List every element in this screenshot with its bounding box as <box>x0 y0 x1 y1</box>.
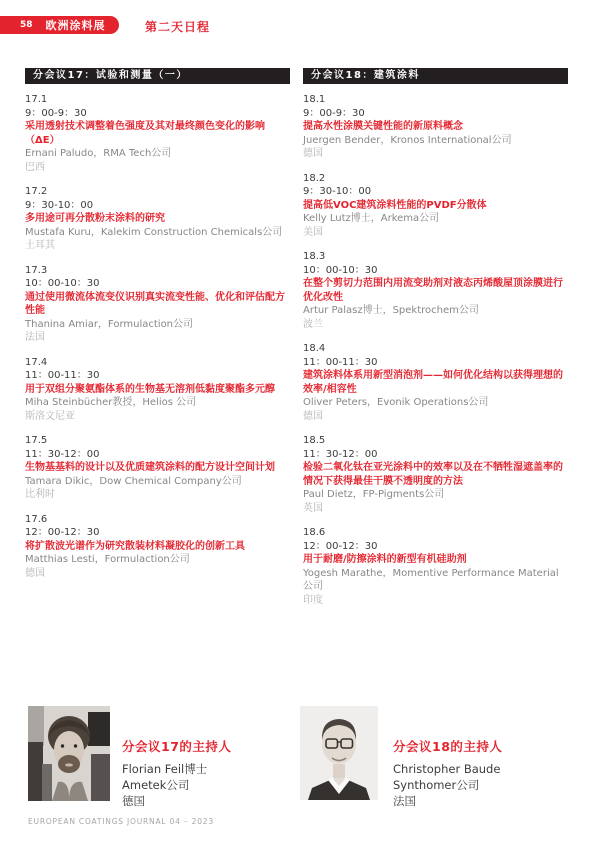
session-18-header: 分会议18：建筑涂料 <box>303 68 568 84</box>
item-time: 11：00-11：30 <box>303 356 378 368</box>
moderator-18-info <box>393 737 502 809</box>
session-18-items <box>303 93 568 607</box>
item-number: 17.6 <box>25 513 48 525</box>
item-country: 德国 <box>303 148 323 159</box>
item-speaker: Artur Palasz博士，Spektrochem公司 <box>303 305 479 316</box>
item-number: 18.3 <box>303 251 326 262</box>
page-badge <box>0 16 119 34</box>
program-item <box>303 172 568 240</box>
program-item <box>303 434 568 515</box>
program-item <box>25 264 290 345</box>
item-speaker: Tamara Dikic，Dow Chemical Company公司 <box>25 475 242 487</box>
item-title: 提高低VOC建筑涂料性能的PVDF分散体 <box>303 199 487 211</box>
program-item <box>25 356 290 424</box>
session-18-column <box>303 68 568 618</box>
journal-footer: EUROPEAN COATINGS JOURNAL 04 – 2023 <box>28 817 214 826</box>
item-time: 12：00-12：30 <box>303 540 378 552</box>
item-title: 通过使用微流体流变仪识别真实流变性能、优化和评估配方性能 <box>25 291 285 316</box>
program-item <box>25 434 290 502</box>
item-title: 多用途可再分散粉末涂料的研究 <box>25 213 165 224</box>
item-title: 建筑涂料体系用新型消泡剂——如何优化结构以获得理想的效率/相容性 <box>303 370 563 395</box>
item-time: 9：00-9：30 <box>25 107 87 119</box>
item-speaker: Ernani Paludo，RMA Tech公司 <box>25 148 172 159</box>
session-17-header: 分会议17：试验和测量（一） <box>25 68 290 84</box>
item-title: 采用透射技术调整着色强度及其对最终颜色变化的影响（ΔE） <box>25 121 265 146</box>
item-time: 11：30-12：00 <box>25 448 100 460</box>
program-item <box>303 93 568 161</box>
item-country: 斯洛文尼亚 <box>25 410 75 422</box>
item-title: 生物基基料的设计以及优质建筑涂料的配方设计空间计划 <box>25 462 275 473</box>
item-speaker: Thanina Amiar，Formulaction公司 <box>25 318 194 330</box>
item-number: 17.2 <box>25 186 48 197</box>
moderator-18-company: Synthomer公司 <box>393 778 480 792</box>
item-country: 美国 <box>303 226 323 238</box>
item-speaker: Matthias Lesti，Formulaction公司 <box>25 554 190 565</box>
item-number: 18.6 <box>303 527 326 538</box>
item-time: 10：00-10：30 <box>303 264 378 276</box>
moderator-18-country: 法国 <box>393 794 416 808</box>
item-number: 17.5 <box>25 435 48 446</box>
item-speaker: Paul Dietz，FP-Pigments公司 <box>303 489 445 500</box>
moderator-17-country: 德国 <box>122 794 145 808</box>
moderator-17-name: Florian Feil博士 <box>122 762 208 776</box>
item-time: 9：00-9：30 <box>303 107 365 119</box>
item-time: 9：30-10：00 <box>25 199 94 211</box>
item-country: 土耳其 <box>25 240 55 251</box>
item-country: 法国 <box>25 332 45 343</box>
item-speaker: Oliver Peters，Evonik Operations公司 <box>303 397 489 408</box>
page-number: 58 <box>20 20 33 30</box>
program-item <box>25 185 290 253</box>
moderator-17-photo <box>28 706 110 801</box>
item-country: 巴西 <box>25 161 45 173</box>
program-item <box>303 526 568 607</box>
item-number: 18.2 <box>303 172 326 184</box>
item-speaker: Miha Steinbücher教授，Helios 公司 <box>25 397 197 408</box>
program-item <box>25 513 290 581</box>
section-label: 欧洲涂料展 <box>45 19 106 32</box>
session-17-column <box>25 68 290 591</box>
item-speaker: Kelly Lutz博士，Arkema公司 <box>303 213 440 224</box>
session-17-items <box>25 93 290 580</box>
item-speaker: Yogesh Marathe，Momentive Performance Material公司 <box>303 567 559 592</box>
program-item <box>303 250 568 331</box>
program-item <box>25 93 290 174</box>
item-country: 比利时 <box>25 489 55 500</box>
moderator-18-name: Christopher Baude <box>393 762 501 776</box>
moderator-17-company: Ametek公司 <box>122 778 190 792</box>
item-title: 提高水性涂膜关键性能的新原料概念 <box>303 121 463 132</box>
item-time: 11：30-12：00 <box>303 448 378 460</box>
item-title: 检验二氧化钛在亚光涂料中的效率以及在不牺牲湿遮盖率的情况下获得最佳干膜不透明度的方法 <box>303 462 563 487</box>
item-time: 11：00-11：30 <box>25 370 100 381</box>
item-speaker: Juergen Bender，Kronos International公司 <box>303 134 512 146</box>
item-number: 18.1 <box>303 94 326 105</box>
item-number: 17.3 <box>25 264 48 276</box>
item-country: 德国 <box>25 567 45 579</box>
item-time: 12：00-12：30 <box>25 527 100 538</box>
item-number: 17.1 <box>25 94 48 105</box>
item-number: 18.5 <box>303 435 326 446</box>
moderator-17-info <box>122 737 231 809</box>
item-number: 18.4 <box>303 343 326 354</box>
item-country: 波兰 <box>303 318 323 330</box>
item-title: 将扩散波光谱作为研究散装材料凝胶化的创新工具 <box>25 540 245 552</box>
page-title: 第二天日程 <box>145 20 211 34</box>
item-title: 用于耐磨/防擦涂料的新型有机硅助剂 <box>303 554 467 565</box>
item-title: 用于双组分聚氨酯体系的生物基无溶剂低黏度聚酯多元醇 <box>25 383 275 395</box>
moderator-17-label: 分会议17的主持人 <box>122 739 232 754</box>
item-time: 9：30-10：00 <box>303 186 372 197</box>
item-speaker: Mustafa Kuru，Kalekim Construction Chemicals公司 <box>25 226 283 238</box>
moderator-18-photo <box>300 706 378 800</box>
item-time: 10：00-10：30 <box>25 278 100 289</box>
item-title: 在整个剪切力范围内用流变助剂对液态丙烯酸屋顶涂膜进行优化改性 <box>303 278 563 303</box>
item-country: 印度 <box>303 594 323 606</box>
item-number: 17.4 <box>25 356 48 368</box>
moderator-18-label: 分会议18的主持人 <box>393 739 503 754</box>
item-country: 英国 <box>303 502 323 514</box>
item-country: 德国 <box>303 410 323 422</box>
program-item <box>303 342 568 423</box>
